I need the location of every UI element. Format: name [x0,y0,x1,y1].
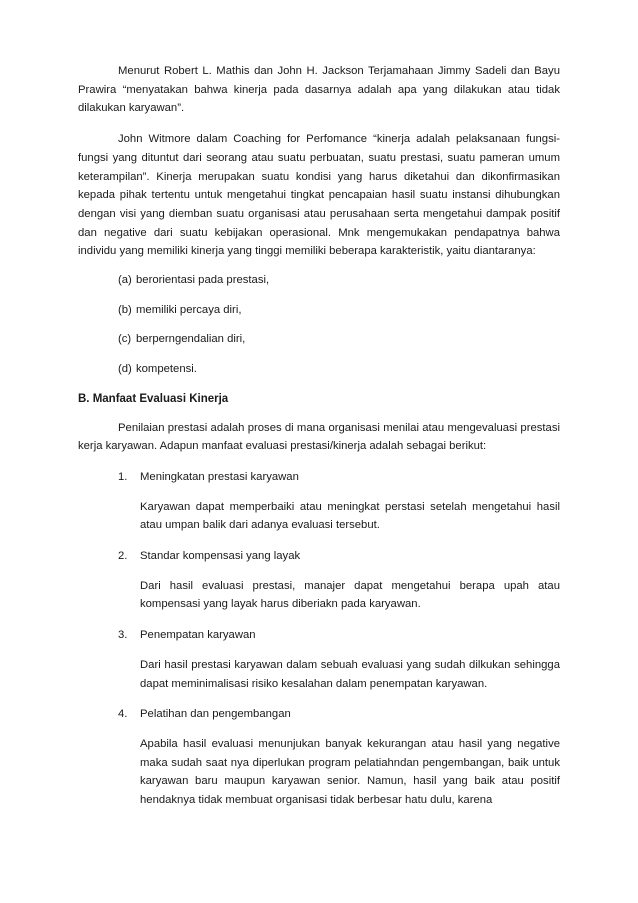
benefit-title: Meningkatan prestasi karyawan [140,470,299,483]
paragraph-witmore: John Witmore dalam Coaching for Perfomance “kinerja adalah pelaksanaan fungsi-fungsi yang dituntut dari seorang atau suatu perbuatan, suatu prestasi, suatu pameran umum keterampilan”. Kinerja merupakan suatu kondisi yang harus diketahui dan dikonfirmasikan kepada pihak tertentu untuk mengetahui tingkat pencapaian hasil suatu instansi dihubungkan dengan visi yang diemban suatu organisasi atau perusahaan serta mengetahui dampak positif dan negative dari suatu kebijakan operasional. Mnk mengemukakan pendapatnya bahwa individu yang memiliki kinerja yang tinggi memiliki beberapa karakteristik, yaitu diantaranya: [78,133,560,258]
section-intro: Penilaian prestasi adalah proses di mana organisasi menilai atau mengevaluasi prestasi kerja karyawan. Adapun manfaat evaluasi prestasi/kinerja adalah sebagai berikut: [78,421,560,453]
list-marker: (c) [118,333,132,346]
list-marker: (d) [118,363,132,376]
benefit-item [78,626,560,693]
list-item-text: berperngendalian diri, [136,333,246,346]
list-item [118,360,560,379]
benefit-title: Penempatan karyawan [140,629,256,642]
benefit-number: 3. [118,629,128,642]
benefit-title-row [118,468,560,487]
list-item [118,330,560,349]
benefit-title: Pelatihan dan pengembangan [140,708,291,721]
paragraph-mathis-jackson: Menurut Robert L. Mathis dan John H. Jackson Terjamahaan Jimmy Sadeli dan Bayu Prawira “menyatakan bahwa kinerja pada dasarnya adalah apa yang dilakukan atau tidak dilakukan karyawan”. [78,65,560,115]
list-item-text: berorientasi pada prestasi, [136,274,270,287]
benefit-title-row [118,547,560,566]
benefit-number: 4. [118,708,128,721]
benefit-item [78,468,560,535]
benefits-list [78,468,560,810]
section-heading: B. Manfaat Evaluasi Kinerja [78,392,229,405]
list-marker: (a) [118,274,132,287]
benefit-description: Karyawan dapat memperbaiki atau meningkat perstasi setelah mengetahui hasil atau umpan balik dari adanya evaluasi tersebut. [140,500,560,532]
list-item-text: kompetensi. [136,363,197,376]
characteristics-list [78,271,560,379]
list-item-text: memiliki percaya diri, [136,303,242,316]
benefit-description: Apabila hasil evaluasi menunjukan banyak kekurangan atau hasil yang negative maka sudah saat nya diperlukan program pelatiahndan pengembangan, baik untuk karyawan baru maupun karyawan senior. Namun, hasil yang baik atau positif hendaknya tidak membuat organisasi tidak berbesar hatu dulu, karena [140,737,560,807]
benefit-description: Dari hasil evaluasi prestasi, manajer dapat mengetahui berapa upah atau kompensasi yang layak harus diberiakn pada karyawan. [140,579,560,611]
list-item [118,301,560,320]
benefit-description: Dari hasil prestasi karyawan dalam sebuah evaluasi yang sudah dilkukan sehingga dapat meminimalisasi risiko kesalahan dalam penempatan karyawan. [140,658,560,690]
list-marker: (b) [118,303,132,316]
list-item [118,271,560,290]
benefit-title: Standar kompensasi yang layak [140,550,301,563]
benefit-title-row [118,626,560,645]
benefit-title-row [118,705,560,724]
benefit-number: 2. [118,550,128,563]
benefit-item [78,705,560,810]
benefit-number: 1. [118,470,128,483]
benefit-item [78,547,560,614]
